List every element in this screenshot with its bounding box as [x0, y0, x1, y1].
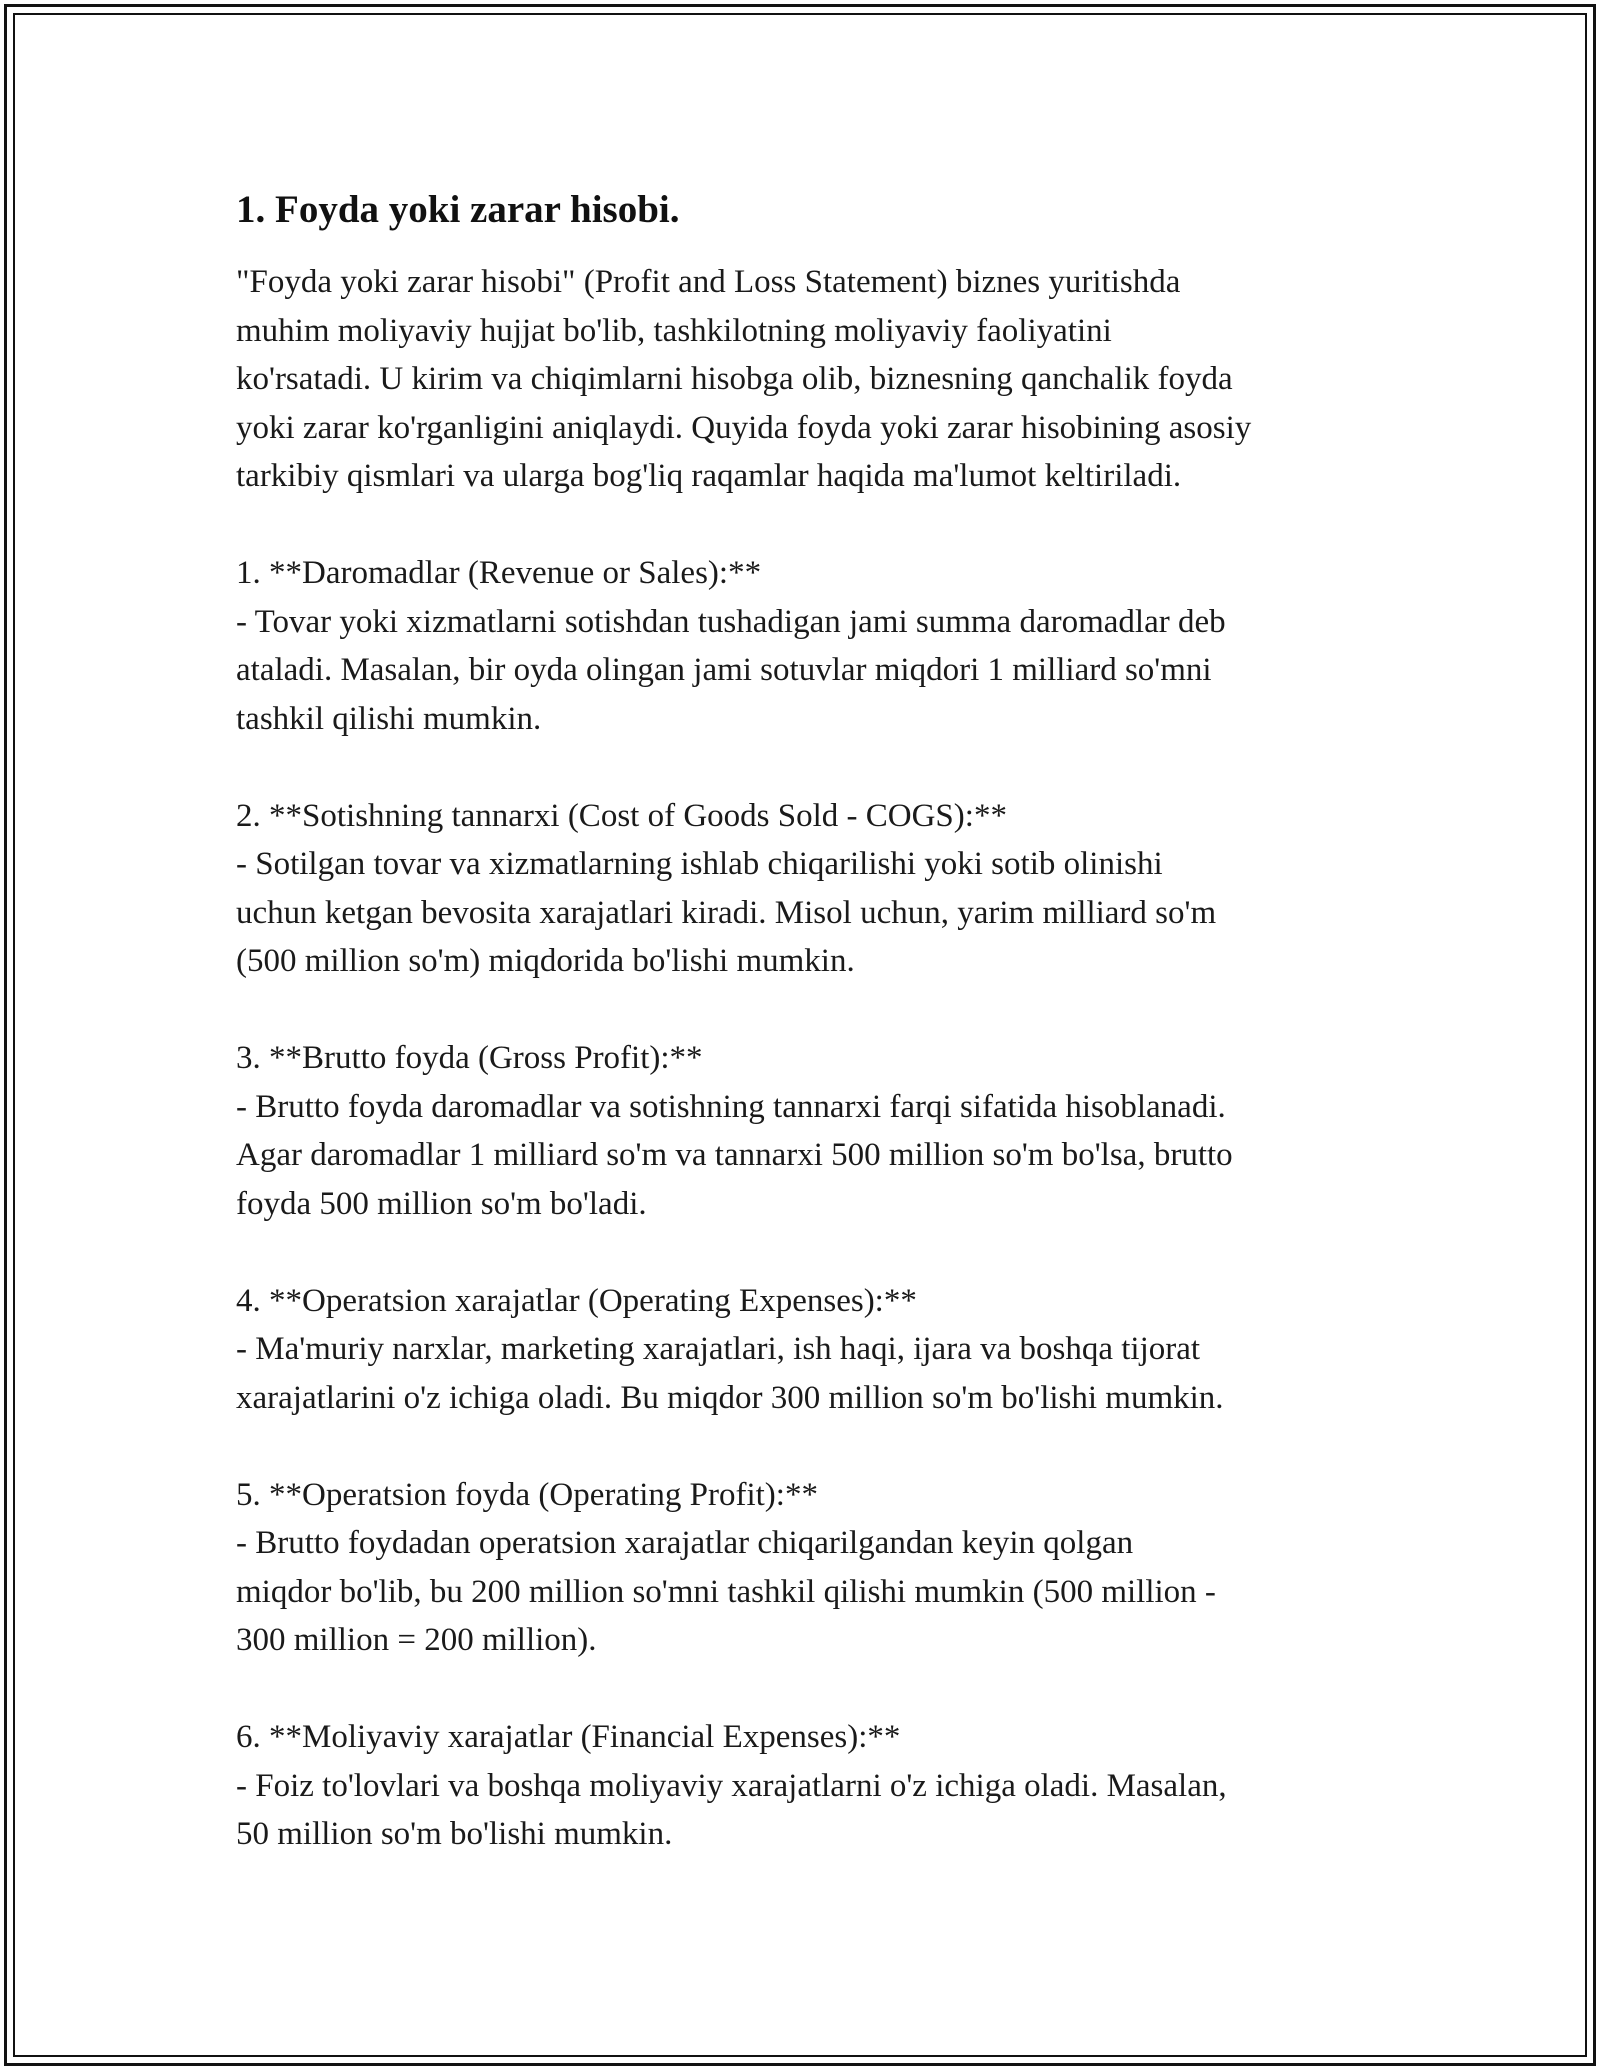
- section-revenue: [236, 549, 1396, 743]
- section-cogs: [236, 792, 1396, 986]
- section-heading: 2. **Sotishning tannarxi (Cost of Goods Sold - COGS):**: [236, 797, 1007, 834]
- section-heading: 1. **Daromadlar (Revenue or Sales):**: [236, 555, 762, 591]
- intro-paragraph: "Foyda yoki zarar hisobi" (Profit and Loss Statement) biznes yuritishda muhim moliyaviy hujjat bo'lib, tashkilotning moliyaviy faoliyatini ko'rsatadi. U kirim va chiqimlarni hisobga olib, biznesning qanchalik foyda yoki zarar ko'rganligini aniqlaydi. Quyida foyda yoki zarar hisobining asosiy tarkibiy qismlari va ularga bog'liq raqamlar haqida ma'lumot keltiriladi.: [236, 264, 1252, 494]
- section-heading: 6. **Moliyaviy xarajatlar (Financial Expenses):**: [236, 1719, 901, 1755]
- section-body: - Brutto foyda daromadlar va sotishning tannarxi farqi sifatida hisoblanadi. Agar daromadlar 1 milliard so'm va tannarxi 500 million so'm bo'lsa, brutto foyda 500 million so'm bo'ladi.: [236, 1088, 1233, 1222]
- section-body: - Ma'muriy narxlar, marketing xarajatlari, ish haqi, ijara va boshqa tijorat xarajatlarini o'z ichiga oladi. Bu miqdor 300 million so'm bo'lishi mumkin.: [236, 1331, 1224, 1416]
- section-operating-expenses: [236, 1277, 1396, 1423]
- section-financial-expenses: [236, 1713, 1396, 1859]
- section-body: - Foiz to'lovlari va boshqa moliyaviy xarajatlarni o'z ichiga oladi. Masalan, 50 million so'm bo'lishi mumkin.: [236, 1767, 1227, 1852]
- section-heading: 3. **Brutto foyda (Gross Profit):**: [236, 1040, 703, 1076]
- section-heading: 5. **Operatsion foyda (Operating Profit):**: [236, 1476, 818, 1513]
- section-gross-profit: [236, 1034, 1396, 1228]
- section-body: - Tovar yoki xizmatlarni sotishdan tushadigan jami summa daromadlar deb ataladi. Masalan, bir oyda olingan jami sotuvlar miqdori 1 milliard so'mni tashkil qilishi mumkin.: [236, 603, 1226, 737]
- section-body: - Brutto foydadan operatsion xarajatlar chiqarilgandan keyin qolgan miqdor bo'lib, bu 200 million so'mni tashkil qilishi mumkin (500 million - 300 million = 200 million).: [236, 1525, 1216, 1658]
- section-body: - Sotilgan tovar va xizmatlarning ishlab chiqarilishi yoki sotib olinishi uchun ketgan bevosita xarajatlari kiradi. Misol uchun, yarim milliard so'm (500 million so'm) miqdorida bo'lishi mumkin.: [236, 846, 1217, 979]
- section-heading: 4. **Operatsion xarajatlar (Operating Expenses):**: [236, 1282, 917, 1319]
- document-title: 1. Foyda yoki zarar hisobi.: [236, 188, 680, 231]
- section-operating-profit: [236, 1471, 1396, 1665]
- document-body: [236, 186, 1396, 1859]
